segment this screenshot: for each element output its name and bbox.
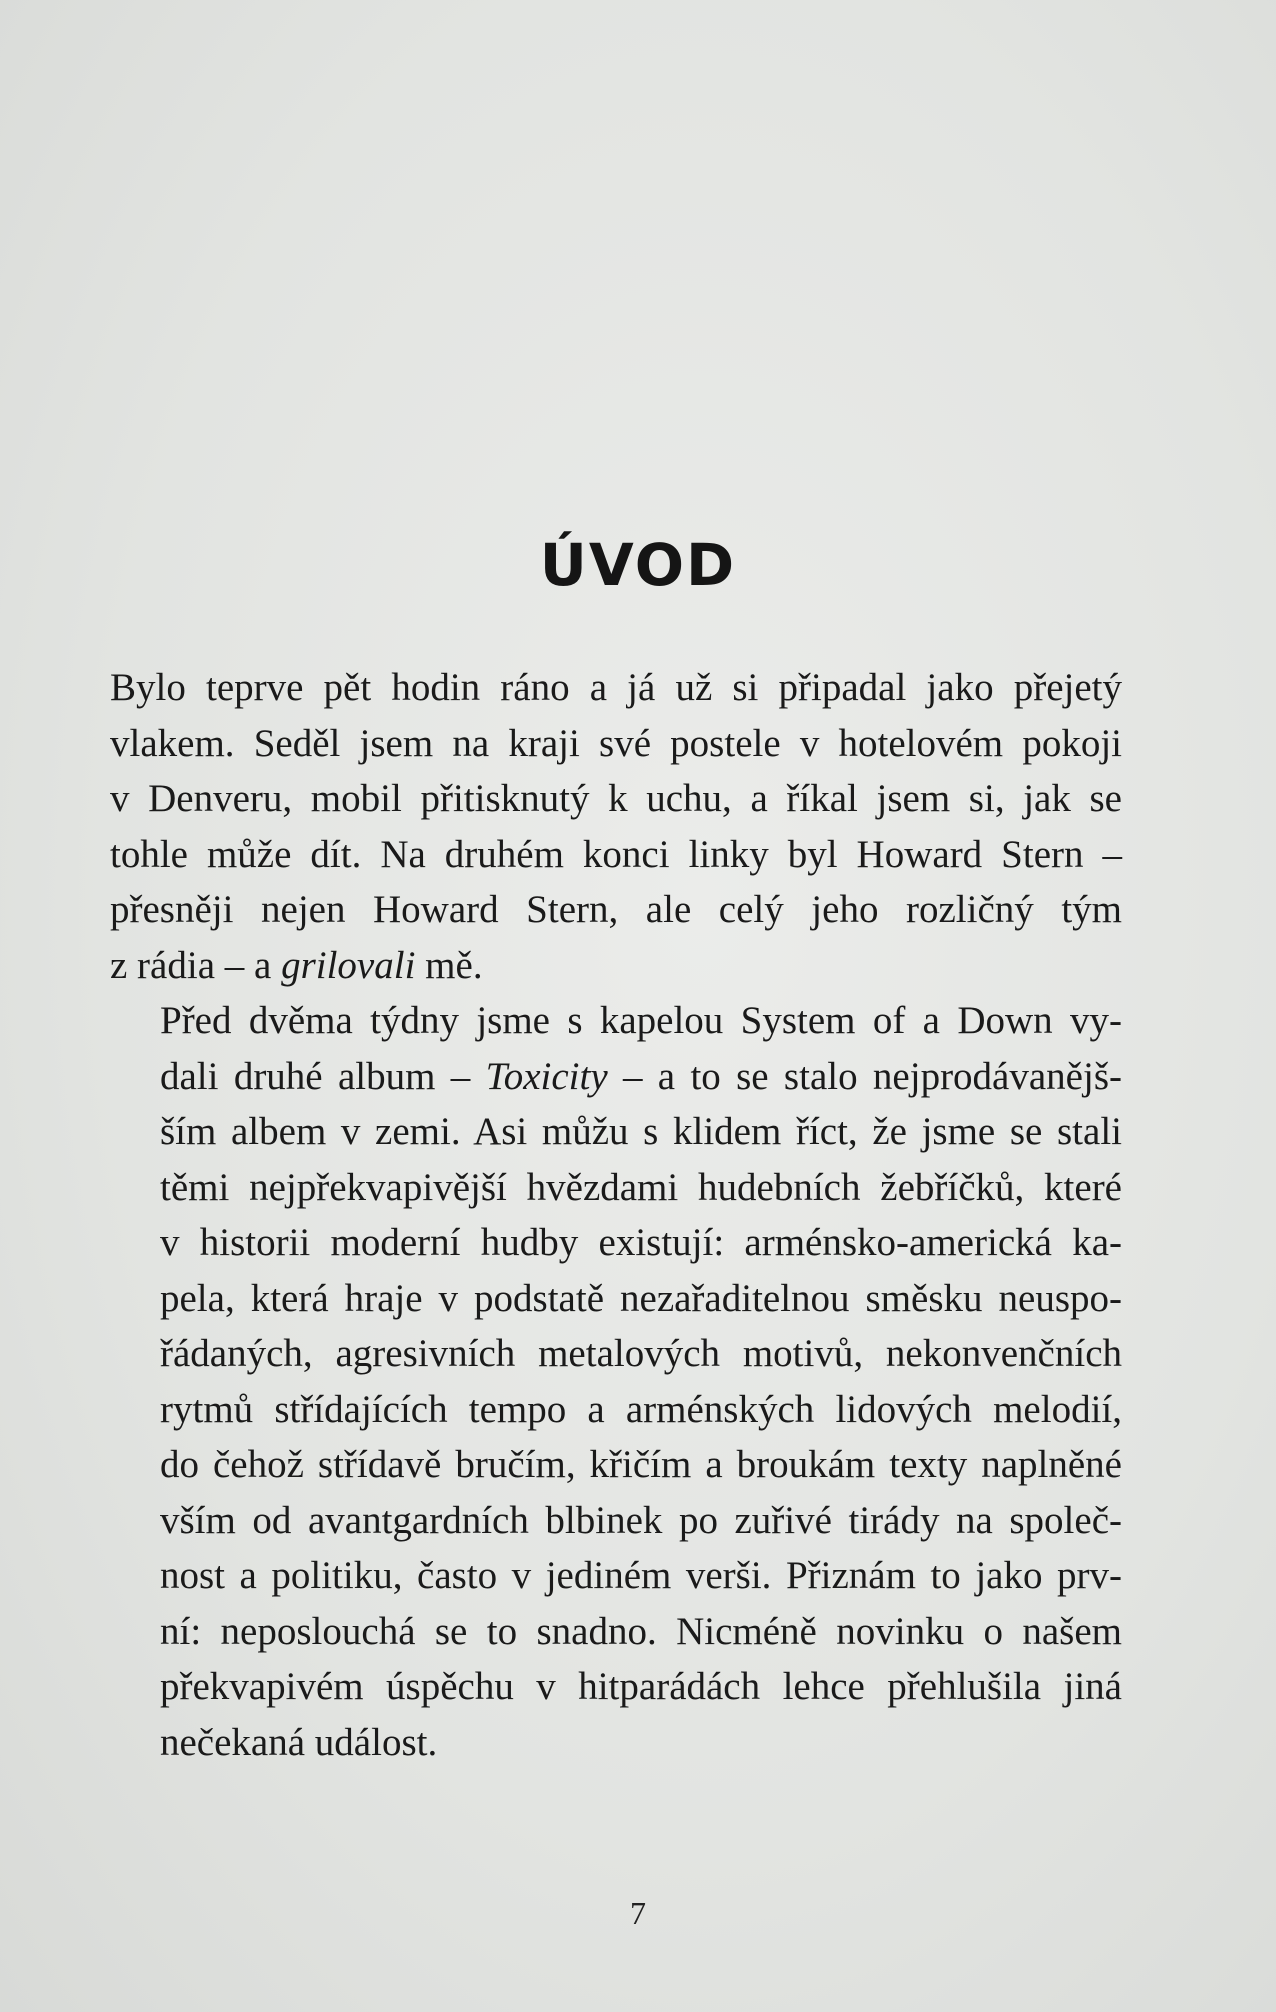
text-line: do čehož střídavě bručím, křičím a broukám texty naplněné xyxy=(160,1443,1122,1486)
body-text xyxy=(110,660,1122,1770)
page-number: 7 xyxy=(630,1895,646,1931)
text-line: ším albem v zemi. Asi můžu s klidem říct, že jsme se stali xyxy=(160,1110,1122,1153)
text-line: ní: neposlouchá se to snadno. Nicméně novinku o našem xyxy=(160,1609,1122,1653)
italic-word: Toxicity xyxy=(485,1054,608,1098)
text-line: Před dvěma týdny jsme s kapelou System of a Down vy- xyxy=(160,999,1122,1042)
text-line xyxy=(110,938,1122,994)
paragraph-2 xyxy=(110,993,1122,1770)
text-line: v historii moderní hudby existují: arménsko-americká ka- xyxy=(160,1221,1122,1264)
text-line: nečekaná událost. xyxy=(160,1720,438,1764)
text-line: vlakem. Seděl jsem na kraji své postele v hotelovém pokoji xyxy=(110,721,1122,765)
text-line: vším od avantgardních blbinek po zuřivé tirády na společ- xyxy=(160,1498,1122,1542)
paragraph-1 xyxy=(110,660,1122,993)
italic-word: grilovali xyxy=(281,943,416,987)
text-fragment: dali druhé album – xyxy=(160,1054,486,1098)
text-line xyxy=(110,1049,1122,1105)
text-fragment: mě. xyxy=(415,943,483,987)
text-line: Bylo teprve pět hodin ráno a já už si připadal jako přejetý xyxy=(110,666,1122,709)
text-line: řádaných, agresivních metalových motivů, nekonvenčních xyxy=(160,1332,1122,1375)
text-line: překvapivém úspěchu v hitparádách lehce přehlušila jiná xyxy=(160,1665,1122,1708)
text-line: nost a politiku, často v jediném verši. Přiznám to jako prv- xyxy=(160,1554,1122,1597)
text-fragment: – a to se stalo nejprodávanějš- xyxy=(607,1054,1122,1098)
text-line: tohle může dít. Na druhém konci linky byl Howard Stern – xyxy=(110,832,1122,876)
chapter-title: ÚVOD xyxy=(539,531,737,599)
text-line: přesněji nejen Howard Stern, ale celý jeho rozličný tým xyxy=(110,888,1122,931)
text-line: těmi nejpřekvapivější hvězdami hudebních žebříčků, které xyxy=(160,1165,1122,1209)
text-line: v Denveru, mobil přitisknutý k uchu, a říkal jsem si, jak se xyxy=(110,777,1122,820)
text-line: rytmů střídajících tempo a arménských lidových melodií, xyxy=(160,1387,1122,1431)
text-line: pela, která hraje v podstatě nezařaditelnou směsku neuspo- xyxy=(160,1276,1122,1320)
text-fragment: z rádia – a xyxy=(110,943,282,987)
